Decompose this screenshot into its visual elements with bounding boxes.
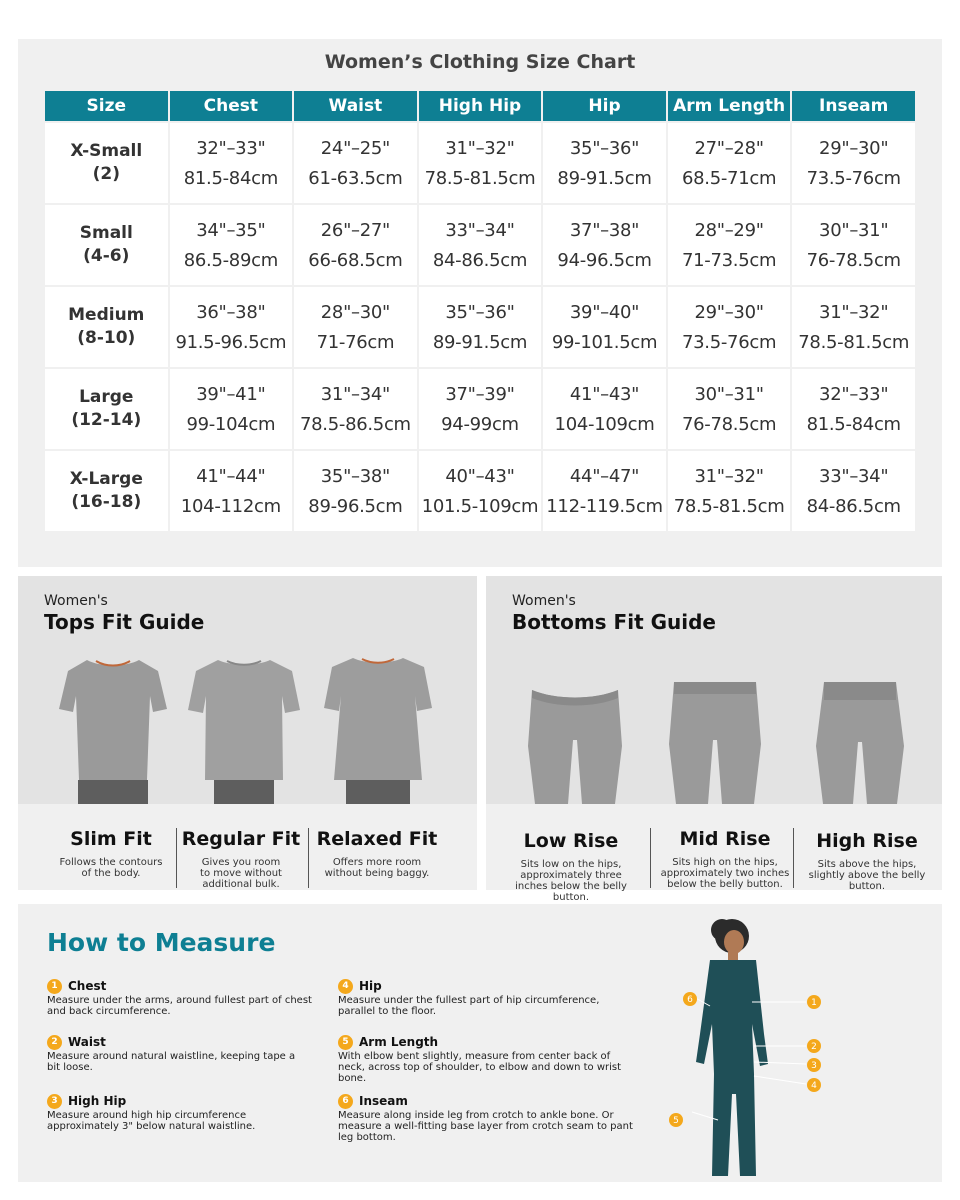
- svg-text:1: 1: [811, 998, 817, 1008]
- chest-cell: [170, 287, 293, 367]
- slim-fit-tee-image: [54, 654, 172, 804]
- hip-cell: [543, 287, 666, 367]
- column-header-arm-length: Arm Length: [668, 91, 791, 121]
- size-name: Small: [79, 223, 133, 243]
- tops-guide-title: Tops Fit Guide: [44, 610, 205, 634]
- inches-value: 31"–32": [819, 301, 889, 323]
- step-description: Measure around natural waistline, keeping tape a bit loose.: [47, 1051, 296, 1073]
- centimeters-value: 73.5-76cm: [681, 331, 777, 353]
- fit-divider: [793, 828, 794, 888]
- measure-marker-6: [683, 992, 697, 1006]
- size-range: (8-10): [77, 328, 136, 348]
- high-rise-column: [802, 830, 932, 892]
- relaxed-fit-name: Relaxed Fit: [316, 828, 438, 850]
- size-chart-section: [18, 39, 942, 567]
- size-name: Large: [79, 387, 134, 407]
- svg-text:2: 2: [811, 1042, 817, 1052]
- measure-marker-4: [807, 1078, 821, 1092]
- centimeters-value: 78.5-81.5cm: [798, 331, 910, 353]
- chest-cell: [170, 123, 293, 203]
- how-to-measure-title: How to Measure: [47, 928, 276, 957]
- waist-cell: [294, 369, 417, 449]
- centimeters-value: 104-109cm: [554, 413, 655, 435]
- column-header-chest: Chest: [170, 91, 293, 121]
- measure-step-high-hip: [47, 1093, 277, 1132]
- size-name: X-Large: [69, 469, 143, 489]
- slim-fit-name: Slim Fit: [70, 828, 152, 850]
- inches-value: 28"–29": [694, 219, 764, 241]
- inches-value: 29"–30": [694, 301, 764, 323]
- inches-value: 30"–31": [694, 383, 764, 405]
- centimeters-value: 73.5-76cm: [806, 167, 901, 189]
- relaxed-fit-tee-image: [316, 652, 440, 804]
- high-rise-leggings-image: [814, 680, 906, 804]
- size-label-cell: [45, 123, 168, 203]
- step-number-badge: 4: [338, 979, 353, 994]
- table-row: [45, 451, 915, 531]
- column-header-inseam: Inseam: [792, 91, 915, 121]
- inches-value: 24"–25": [320, 137, 391, 159]
- centimeters-value: 76-78.5cm: [681, 413, 777, 435]
- inches-value: 26"–27": [320, 219, 391, 241]
- centimeters-value: 68.5-71cm: [681, 167, 777, 189]
- inches-value: 31"–34": [320, 383, 391, 405]
- step-number-badge: 2: [47, 1035, 62, 1050]
- centimeters-value: 86.5-89cm: [183, 249, 278, 271]
- step-title: Arm Length: [359, 1035, 439, 1049]
- table-row: [45, 205, 915, 285]
- inches-value: 27"–28": [694, 137, 764, 159]
- bottoms-fit-guide: [486, 576, 942, 903]
- inches-value: 40"–43": [445, 465, 515, 487]
- chest-cell: [170, 205, 293, 285]
- waist-cell: [294, 451, 417, 531]
- inches-value: 35"–36": [569, 137, 640, 159]
- centimeters-value: 112-119.5cm: [546, 495, 663, 517]
- centimeters-value: 94-96.5cm: [557, 249, 652, 271]
- table-header-row: [45, 91, 915, 121]
- inches-value: 30"–31": [819, 219, 889, 241]
- fit-divider: [650, 828, 651, 888]
- fit-divider: [308, 828, 309, 888]
- arm-length-cell: [668, 123, 791, 203]
- centimeters-value: 81.5-84cm: [806, 413, 901, 435]
- step-title: Chest: [68, 979, 107, 993]
- inches-value: 35"–38": [320, 465, 391, 487]
- step-title: Inseam: [359, 1094, 408, 1108]
- step-description: Measure around high hip circumference approximately 3" below natural waistline.: [47, 1110, 256, 1132]
- inches-value: 36"–38": [196, 301, 266, 323]
- bottoms-guide-kicker: Women's: [512, 593, 576, 609]
- hip-cell: [543, 123, 666, 203]
- waist-cell: [294, 123, 417, 203]
- size-range: (12-14): [71, 410, 142, 430]
- mid-rise-column: [658, 828, 792, 890]
- measure-step-chest: [47, 978, 332, 1017]
- size-label-cell: [45, 451, 168, 531]
- size-range: (16-18): [71, 492, 142, 512]
- chest-cell: [170, 451, 293, 531]
- step-number-badge: 1: [47, 979, 62, 994]
- inseam-cell: [792, 451, 915, 531]
- arm-length-cell: [668, 369, 791, 449]
- svg-text:3: 3: [811, 1061, 817, 1071]
- centimeters-value: 89-96.5cm: [308, 495, 403, 517]
- centimeters-value: 94-99cm: [441, 413, 519, 435]
- step-description: Measure under the fullest part of hip circumference, parallel to the floor.: [338, 995, 600, 1017]
- size-range: (2): [92, 164, 120, 184]
- centimeters-value: 91.5-96.5cm: [175, 331, 287, 353]
- high-rise-name: High Rise: [816, 830, 918, 852]
- centimeters-value: 61-63.5cm: [308, 167, 403, 189]
- svg-text:5: 5: [673, 1116, 679, 1126]
- mid-rise-leggings-image: [666, 680, 764, 804]
- column-header-hip: Hip: [543, 91, 666, 121]
- waist-cell: [294, 205, 417, 285]
- bottoms-guide-title: Bottoms Fit Guide: [512, 610, 716, 634]
- high-hip-cell: [419, 205, 542, 285]
- centimeters-value: 99-101.5cm: [551, 331, 658, 353]
- centimeters-value: 76-78.5cm: [806, 249, 901, 271]
- measure-step-inseam: [338, 1093, 638, 1143]
- step-title: Waist: [68, 1035, 106, 1049]
- low-rise-column: [506, 830, 636, 903]
- inches-value: 34"–35": [196, 219, 266, 241]
- size-label-cell: [45, 287, 168, 367]
- inches-value: 44"–47": [569, 465, 640, 487]
- centimeters-value: 99-104cm: [186, 413, 276, 435]
- measure-marker-2: [807, 1039, 821, 1053]
- column-header-high-hip: High Hip: [419, 91, 542, 121]
- regular-fit-tee-image: [184, 654, 304, 804]
- hip-cell: [543, 451, 666, 531]
- step-description: Measure along inside leg from crotch to ankle bone. Or measure a well-fitting base layer from crotch seam to pant leg bottom.: [338, 1110, 633, 1143]
- inseam-cell: [792, 287, 915, 367]
- centimeters-value: 84-86.5cm: [432, 249, 528, 271]
- centimeters-value: 81.5-84cm: [183, 167, 278, 189]
- measure-step-waist: [47, 1034, 297, 1073]
- inches-value: 37"–39": [445, 383, 515, 405]
- measure-marker-5: [669, 1113, 683, 1127]
- size-name: X-Small: [70, 141, 143, 161]
- column-header-waist: Waist: [294, 91, 417, 121]
- inches-value: 41"–44": [196, 465, 266, 487]
- inches-value: 33"–34": [819, 465, 889, 487]
- inches-value: 41"–43": [569, 383, 640, 405]
- hip-cell: [543, 369, 666, 449]
- step-title: High Hip: [68, 1094, 127, 1108]
- centimeters-value: 89-91.5cm: [557, 167, 652, 189]
- size-name: Medium: [68, 305, 145, 325]
- low-rise-desc: Sits low on the hips, approximately three inches below the belly button.: [515, 859, 627, 903]
- inches-value: 39"–40": [569, 301, 640, 323]
- table-row: [45, 123, 915, 203]
- step-number-badge: 3: [47, 1094, 62, 1109]
- high-hip-cell: [419, 451, 542, 531]
- inches-value: 37"–38": [569, 219, 640, 241]
- column-header-size: Size: [45, 91, 168, 121]
- centimeters-value: 78.5-81.5cm: [424, 167, 536, 189]
- hip-cell: [543, 205, 666, 285]
- tops-fit-guide: [18, 576, 477, 890]
- centimeters-value: 84-86.5cm: [806, 495, 901, 517]
- measure-step-hip: [338, 978, 613, 1017]
- low-rise-leggings-image: [526, 686, 624, 804]
- model-silhouette: [696, 919, 768, 1176]
- centimeters-value: 71-73.5cm: [681, 249, 777, 271]
- high-hip-cell: [419, 123, 542, 203]
- inches-value: 32"–33": [196, 137, 266, 159]
- step-number-badge: 5: [338, 1035, 353, 1050]
- inches-value: 39"–41": [196, 383, 266, 405]
- inseam-cell: [792, 205, 915, 285]
- table-row: [45, 287, 915, 367]
- relaxed-fit-column: [312, 828, 442, 879]
- regular-fit-name: Regular Fit: [181, 828, 301, 850]
- mid-rise-desc: Sits high on the hips, approximately two inches below the belly button.: [660, 857, 790, 890]
- inches-value: 32"–33": [819, 383, 889, 405]
- arm-length-cell: [668, 205, 791, 285]
- inches-value: 33"–34": [445, 219, 515, 241]
- chest-cell: [170, 369, 293, 449]
- size-range: (4-6): [83, 246, 130, 266]
- regular-fit-desc: Gives you room to move without additional bulk.: [200, 857, 282, 890]
- high-hip-cell: [419, 287, 542, 367]
- inches-value: 29"–30": [819, 137, 889, 159]
- size-chart-title: Women’s Clothing Size Chart: [324, 51, 636, 73]
- regular-fit-column: [176, 828, 306, 890]
- arm-length-cell: [668, 287, 791, 367]
- inseam-cell: [792, 369, 915, 449]
- slim-fit-desc: Follows the contours of the body.: [59, 857, 163, 879]
- centimeters-value: 78.5-81.5cm: [673, 495, 785, 517]
- measure-marker-1: [807, 995, 821, 1009]
- relaxed-fit-desc: Offers more room without being baggy.: [324, 857, 430, 879]
- measure-step-arm-length: [338, 1034, 628, 1084]
- tops-guide-kicker: Women's: [44, 593, 108, 609]
- inseam-cell: [792, 123, 915, 203]
- step-number-badge: 6: [338, 1094, 353, 1109]
- table-row: [45, 369, 915, 449]
- inches-value: 31"–32": [445, 137, 515, 159]
- centimeters-value: 78.5-86.5cm: [300, 413, 411, 435]
- centimeters-value: 66-68.5cm: [308, 249, 403, 271]
- size-table: [43, 89, 917, 533]
- size-label-cell: [45, 369, 168, 449]
- low-rise-name: Low Rise: [523, 830, 619, 852]
- arm-length-cell: [668, 451, 791, 531]
- size-label-cell: [45, 205, 168, 285]
- high-hip-cell: [419, 369, 542, 449]
- mid-rise-name: Mid Rise: [679, 828, 771, 850]
- inches-value: 28"–30": [320, 301, 391, 323]
- step-title: Hip: [359, 979, 382, 993]
- inches-value: 31"–32": [694, 465, 764, 487]
- step-description: With elbow bent slightly, measure from center back of neck, across top of shoulder, to elbow and down to wrist bone.: [338, 1051, 622, 1084]
- inches-value: 35"–36": [445, 301, 515, 323]
- centimeters-value: 101.5-109cm: [421, 495, 539, 517]
- centimeters-value: 89-91.5cm: [432, 331, 528, 353]
- measure-marker-3: [807, 1058, 821, 1072]
- how-to-measure-section: [18, 904, 942, 1182]
- measuring-model-figure: [648, 914, 838, 1182]
- centimeters-value: 71-76cm: [316, 331, 395, 353]
- waist-cell: [294, 287, 417, 367]
- centimeters-value: 104-112cm: [180, 495, 281, 517]
- high-rise-desc: Sits above the hips, slightly above the belly button.: [808, 859, 926, 892]
- slim-fit-column: [46, 828, 176, 879]
- step-description: Measure under the arms, around fullest part of chest and back circumference.: [47, 995, 312, 1017]
- svg-text:6: 6: [687, 995, 693, 1005]
- svg-text:4: 4: [811, 1081, 817, 1091]
